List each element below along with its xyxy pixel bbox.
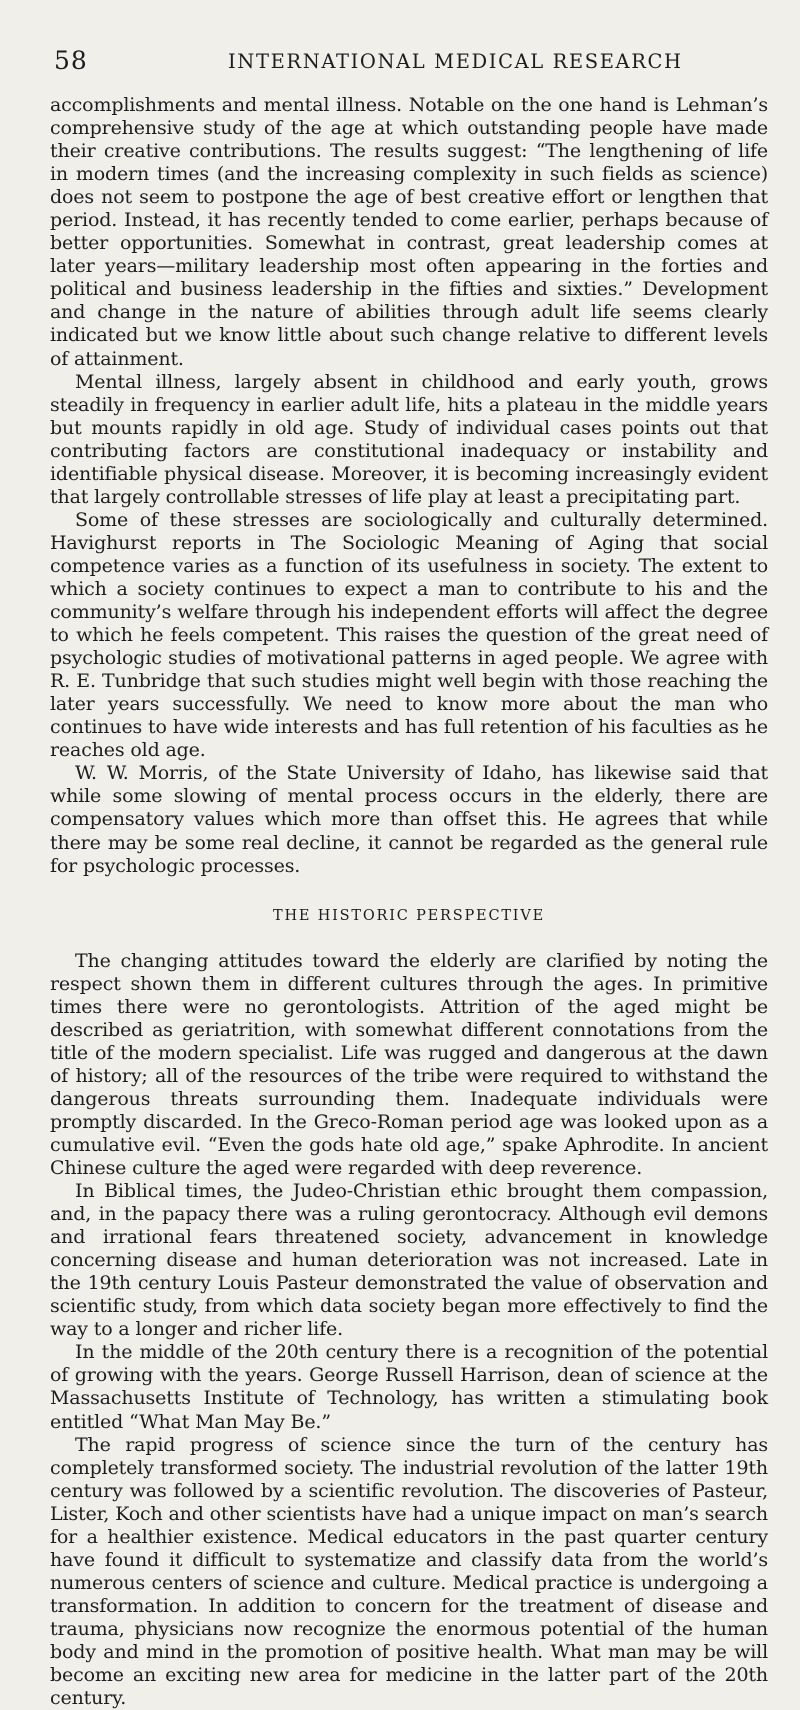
- section-heading: THE HISTORIC PERSPECTIVE: [272, 907, 545, 924]
- journal-title: INTERNATIONAL MEDICAL RESEARCH: [228, 50, 683, 73]
- paragraph-changing-attitudes: The changing attitudes toward the elderly are clarified by noting the respect shown them in different cultures through the ages. In primitive times there were no gerontologists. Attrition of the aged might be described as geriatrition, with somewhat different connotations from the title of the modern specialist. Life was rugged and dangerous at the dawn of history; all of the resources of the tribe were required to withstand the dangerous threats surrounding them. Inadequate individuals were promptly discarded. In the Greco-Roman period age was looked upon as a cumulative evil. “Even the gods hate old age,” spake Aphrodite. In ancient Chinese culture the aged were regarded with deep reverence.: [50, 949, 768, 1180]
- paragraph-biblical-times: In Biblical times, the Judeo-Christian ethic brought them compassion, and, in the papacy there was a ruling gerontocracy. Although evil demons and irrational fears threatened society, advancement in knowledge concerning disease and human deterioration was not increased. Late in the 19th century Louis Pasteur demonstrated the value of observation and scientific study, from which data society began more effectively to find the way to a longer and richer life.: [50, 1180, 768, 1341]
- paragraph-rapid-progress: The rapid progress of science since the turn of the century has completely transformed society. The industrial revolution of the latter 19th century was followed by a scientific revolution. The discoveries of Pasteur, Lister, Koch and other scientists have had a unique impact on man’s search for a healthier existence. Medical educators in the past quarter century have found it difficult to systematize and classify data from the world’s numerous centers of science and culture. Medical practice is undergoing a transformation. In addition to concern for the treatment of disease and trauma, physicians now recognize the enormous potential of the human body and mind in the promotion of positive health. What man may be will become an exciting new area for medicine in the latter part of the 20th century.: [50, 1433, 768, 1710]
- paragraph-morris: W. W. Morris, of the State University of Idaho, has likewise said that while some slowing of mental process occurs in the elderly, there are compensatory values which more than offset this. He agrees that while there may be some real decline, it cannot be regarded as the general rule for psychologic processes.: [50, 762, 768, 877]
- page-number: 58: [54, 46, 88, 75]
- document-page: [50, 46, 768, 1710]
- paragraph-continued: accomplishments and mental illness. Notable on the one hand is Lehman’s comprehensive study of the age at which outstanding people have made their creative contributions. The results suggest: “The lengthening of life in modern times (and the increasing complexity in such fields as science) does not seem to postpone the age of best creative effort or lengthen that period. Instead, it has recently tended to come earlier, perhaps because of better opportunities. Somewhat in contrast, great leadership comes at later years—military leadership most often appearing in the forties and political and business leadership in the fifties and sixties.” Development and change in the nature of abilities through adult life seems clearly indicated but we know little about such change relative to different levels of attainment.: [50, 94, 768, 370]
- paragraph-20th-century: In the middle of the 20th century there is a recognition of the potential of growing with the years. George Russell Harrison, dean of science at the Massachusetts Institute of Technology, has written a stimulating book entitled “What Man May Be.”: [50, 1341, 768, 1433]
- paragraph-stresses: Some of these stresses are sociologically and culturally determined. Havighurst reports in The Sociologic Meaning of Aging that social competence varies as a function of its usefulness in society. The extent to which a society continues to expect a man to contribute to his and the community’s welfare through his independent efforts will affect the degree to which he feels competent. This raises the question of the great need of psychologic studies of motivational patterns in aged people. We agree with R. E. Tunbridge that such studies might well begin with those reaching the later years successfully. We need to know more about the man who continues to have wide interests and has full retention of his faculties as he reaches old age.: [50, 508, 768, 762]
- running-head: [50, 46, 768, 80]
- paragraph-mental-illness: Mental illness, largely absent in childhood and early youth, grows steadily in frequency in earlier adult life, hits a plateau in the middle years but mounts rapidly in old age. Study of individual cases points out that contributing factors are constitutional inadequacy or instability and identifiable physical disease. Moreover, it is becoming increasingly evident that largely controllable stresses of life play at least a precipitating part.: [50, 370, 768, 508]
- body-text: [50, 94, 768, 1710]
